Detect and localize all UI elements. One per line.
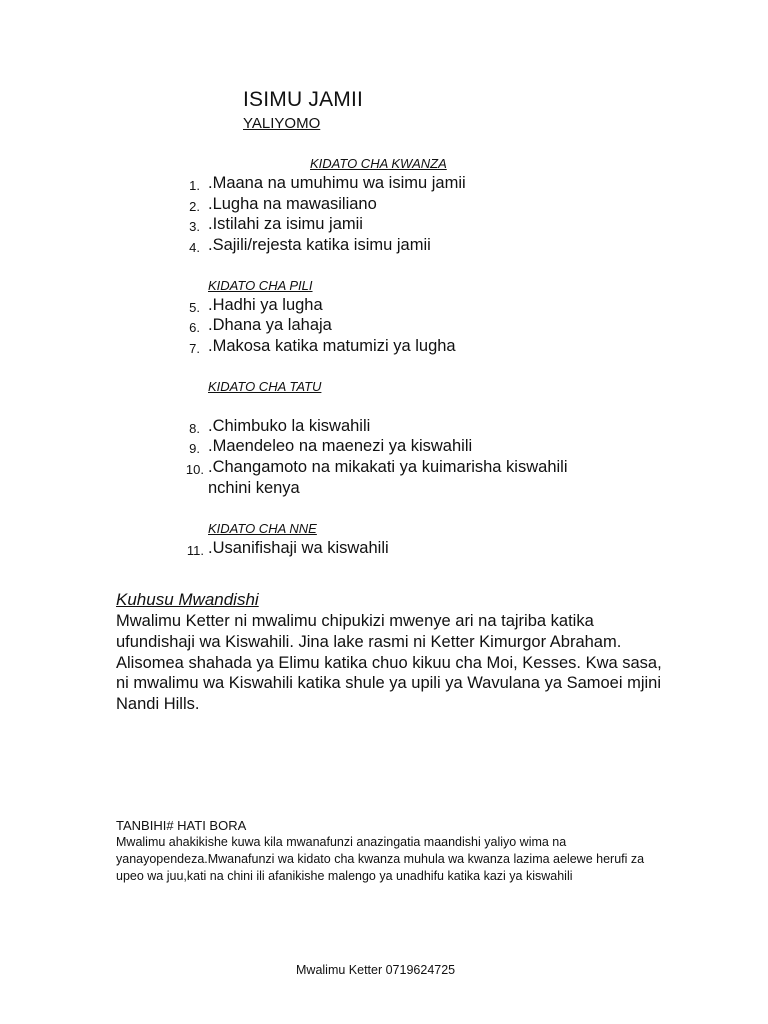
list-item-text: .Changamoto na mikakati ya kuimarisha kiswahili bbox=[208, 458, 568, 476]
page-footer: Mwalimu Ketter 0719624725 bbox=[296, 963, 456, 977]
section-heading: KIDATO CHA NNE bbox=[208, 521, 317, 536]
list-item-text: .Lugha na mawasiliano bbox=[208, 195, 377, 213]
list-item-text: .Sajili/rejesta katika isimu jamii bbox=[208, 236, 431, 254]
section-heading: KIDATO CHA PILI bbox=[208, 278, 313, 293]
note-body: Mwalimu ahakikishe kuwa kila mwanafunzi anazingatia maandishi yaliyo wima na yanayopendeza.Mwanafunzi wa kidato cha kwanza muhula wa kwanza lazima aelewe herufi za upeo wa juu,kati na chini ili afanikishe malengo ya unadhifu katika kazi ya kiswahili bbox=[116, 835, 645, 884]
list-item-number: 7. bbox=[189, 341, 200, 356]
list-item-text: .Dhana ya lahaja bbox=[208, 316, 332, 334]
list-item-number: 8. bbox=[189, 421, 200, 436]
list-item-number: 11. bbox=[186, 543, 204, 558]
document-subtitle: YALIYOMO bbox=[243, 115, 321, 132]
list-item-text: .Chimbuko la kiswahili bbox=[208, 417, 371, 435]
list-item-number: 5. bbox=[189, 300, 200, 315]
list-item-text: .Maana na umuhimu wa isimu jamii bbox=[208, 174, 466, 192]
document-title: ISIMU JAMII bbox=[243, 88, 364, 111]
list-item-number: 1. bbox=[189, 178, 200, 193]
list-item-number: 6. bbox=[189, 320, 200, 335]
list-item-text: .Makosa katika matumizi ya lugha bbox=[208, 337, 456, 355]
list-item-text: .Hadhi ya lugha bbox=[208, 296, 323, 314]
list-item-number: 3. bbox=[189, 219, 200, 234]
list-item-text: .Usanifishaji wa kiswahili bbox=[208, 539, 389, 557]
list-item-text: .Maendeleo na maenezi ya kiswahili bbox=[208, 437, 473, 455]
list-item-number: 2. bbox=[189, 199, 200, 214]
section-heading: KIDATO CHA TATU bbox=[208, 379, 322, 394]
list-item-text: .Istilahi za isimu jamii bbox=[208, 215, 363, 233]
about-body: Mwalimu Ketter ni mwalimu chipukizi mwenye ari na tajriba katika ufundishaji wa Kiswahili. Jina lake rasmi ni Ketter Kimurgor Abraham. Alisomea shahada ya Elimu katika chuo kikuu cha Moi, Kesses. Kwa sasa, ni mwalimu wa Kiswahili katika shule ya upili ya Wavulana ya Samoei mjini Nandi Hills. bbox=[116, 612, 662, 714]
list-item-number: 9. bbox=[189, 441, 200, 456]
section-heading: KIDATO CHA KWANZA bbox=[310, 156, 447, 171]
list-item-number: 10. bbox=[185, 462, 204, 477]
list-item-text-continuation: nchini kenya bbox=[208, 479, 300, 497]
list-item-number: 4. bbox=[189, 240, 200, 255]
about-heading: Kuhusu Mwandishi bbox=[116, 590, 259, 609]
note-heading: TANBIHI# HATI BORA bbox=[116, 818, 247, 833]
